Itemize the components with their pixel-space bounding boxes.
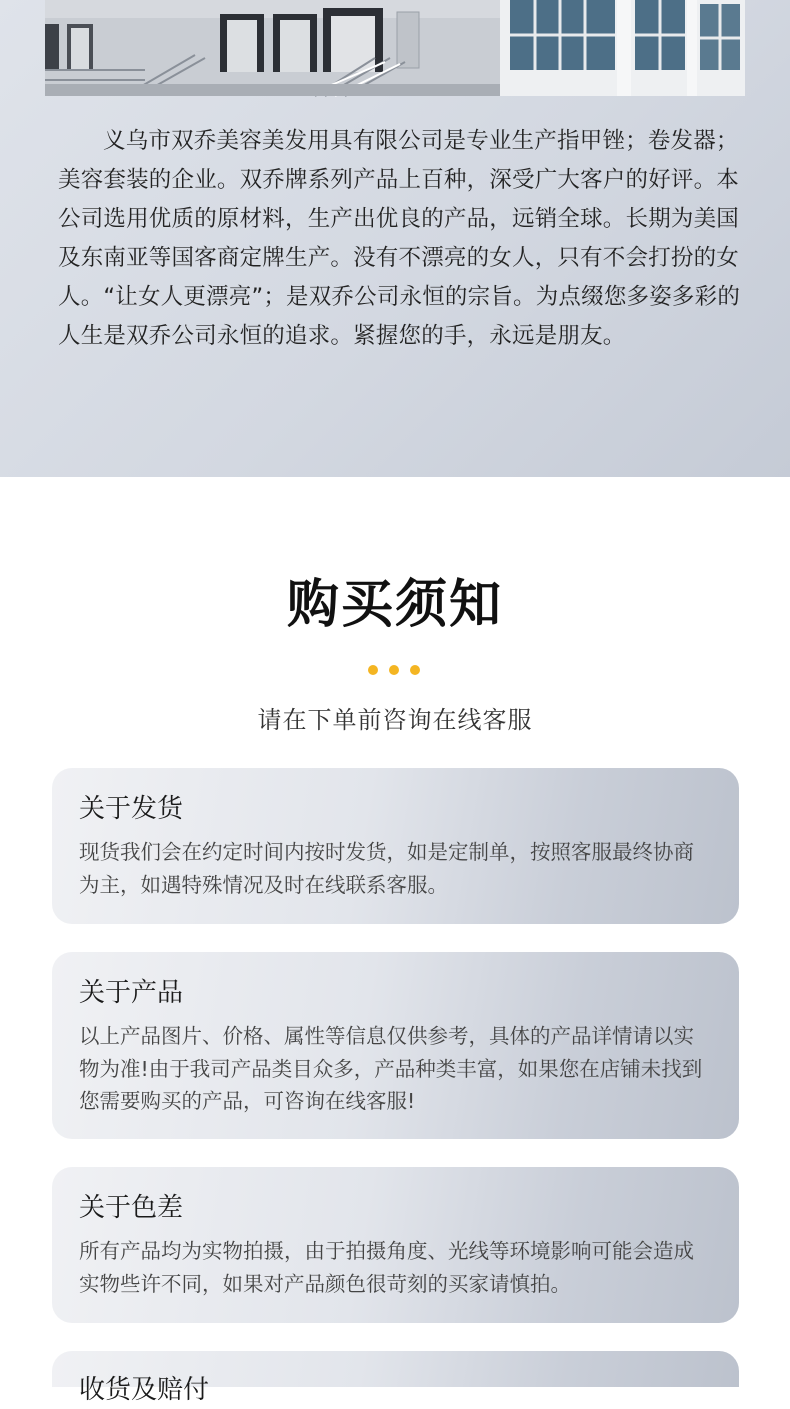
company-intro-section bbox=[0, 0, 790, 477]
divider-dot bbox=[368, 665, 378, 675]
notice-card-receipt bbox=[52, 1351, 739, 1405]
card-title: 关于发货 bbox=[79, 794, 184, 824]
notice-card-color-difference bbox=[52, 1167, 739, 1323]
card-text: 现货我们会在约定时间内按时发货，如是定制单，按照客服最终协商为主，如遇特殊情况及时在线联系客服。 bbox=[79, 840, 694, 897]
divider-dot bbox=[410, 665, 420, 675]
notice-card-shipping bbox=[52, 768, 739, 924]
card-title: 关于产品 bbox=[79, 978, 184, 1008]
purchase-notice-title: 购买须知 bbox=[286, 575, 503, 635]
card-text: 所有产品均为实物拍摄，由于拍摄角度、光线等环境影响可能会造成实物些许不同，如果对产品颜色很苛刻的买家请慎拍。 bbox=[79, 1239, 694, 1296]
factory-building-illustration bbox=[45, 0, 745, 96]
divider-dot bbox=[389, 665, 399, 675]
notice-card-product bbox=[52, 952, 739, 1139]
purchase-notice-subtitle: 请在下单前咨询在线客服 bbox=[257, 706, 533, 734]
factory-building-photo bbox=[45, 0, 745, 96]
card-title: 关于色差 bbox=[79, 1193, 184, 1223]
company-intro-text: 义乌市双乔美容美发用具有限公司是专业生产指甲锉；卷发器；美容套装的企业。双乔牌系列产品上百种，深受广大客户的好评。本公司选用优质的原材料，生产出优良的产品，远销全球。长期为美国及东南亚等国客商定牌生产。没有不漂亮的女人，只有不会打扮的女人。“让女人更漂亮”；是双乔公司永恒的宗旨。为点缀您多姿多彩的人生是双乔公司永恒的追求。紧握您的手，永远是朋友。 bbox=[58, 128, 741, 349]
card-text: 以上产品图片、价格、属性等信息仅供参考，具体的产品详情请以实物为准!由于我司产品类目众多，产品种类丰富，如果您在店铺未找到您需要购买的产品，可咨询在线客服! bbox=[79, 1024, 703, 1113]
card-title: 收货及赔付 bbox=[79, 1375, 210, 1405]
title-divider-dots bbox=[368, 665, 420, 675]
